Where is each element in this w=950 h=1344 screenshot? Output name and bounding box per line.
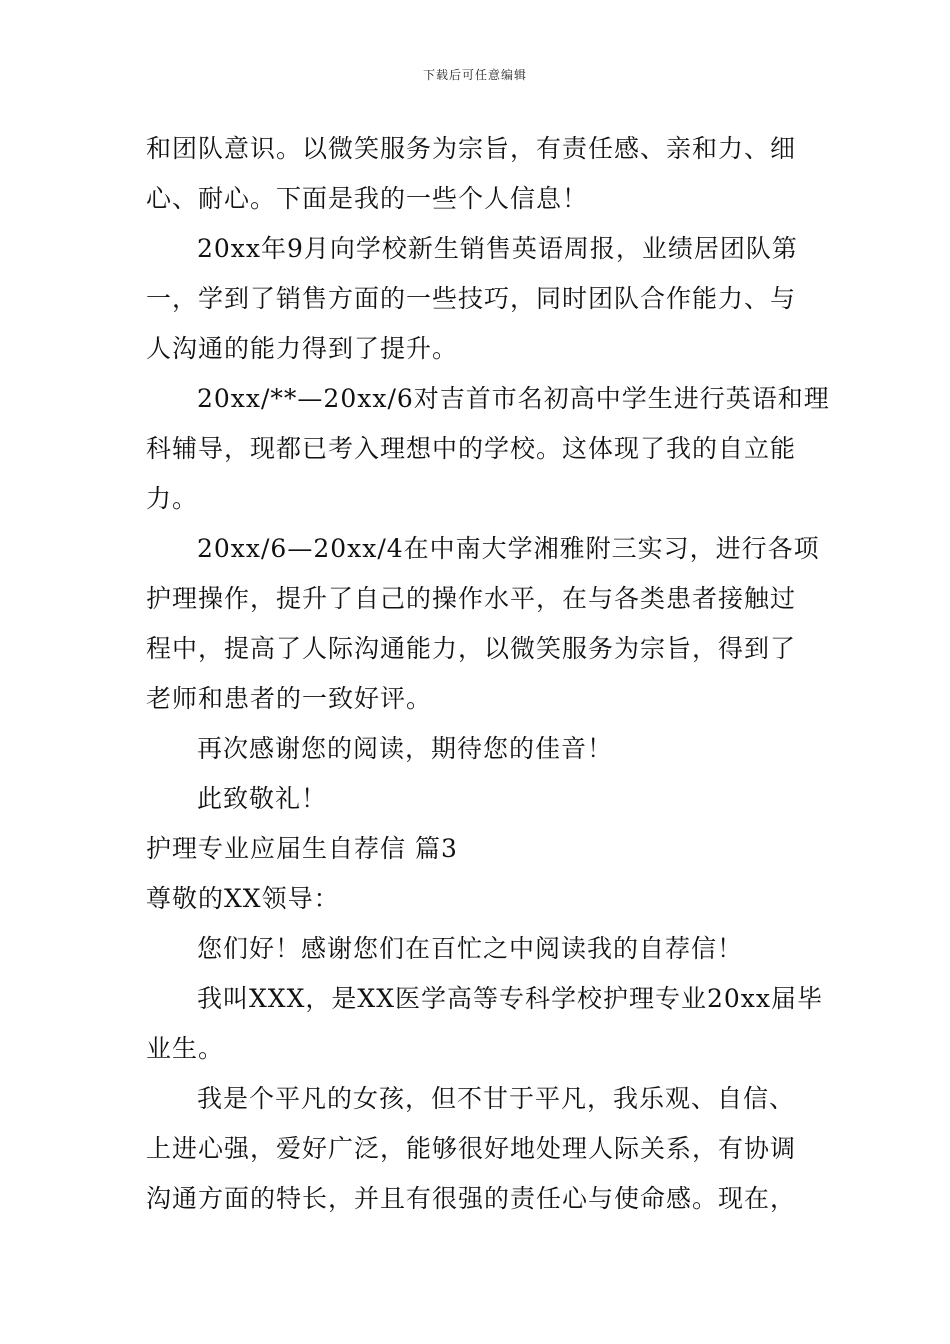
text-line: 力。 (146, 484, 199, 513)
text-line: 一，学到了销售方面的一些技巧，同时团队合作能力、与 (146, 284, 797, 313)
text-line: 护理操作，提升了自己的操作水平，在与各类患者接触过 (146, 584, 797, 613)
text-line: 人沟通的能力得到了提升。 (146, 334, 459, 363)
text-line: 上进心强，爱好广泛，能够很好地处理人际关系，有协调 (146, 1134, 797, 1163)
text-line: 业生。 (146, 1034, 225, 1063)
text-line: 20xx年9月向学校新生销售英语周报，业绩居团队第 (197, 234, 798, 263)
text-line: 我是个平凡的女孩，但不甘于平凡，我乐观、自信、 (197, 1084, 796, 1113)
text-line: 和团队意识。以微笑服务为宗旨，有责任感、亲和力、细 (146, 134, 797, 163)
salutation: 尊敬的XX领导： (146, 884, 340, 913)
text-line: 此致敬礼！ (197, 784, 328, 813)
document-body (146, 124, 830, 1224)
text-line: 我叫XXX，是XX医学高等专科学校护理专业20xx届毕 (197, 984, 824, 1013)
text-line: 科辅导，现都已考入理想中的学校。这体现了我的自立能 (146, 434, 797, 463)
text-line: 再次感谢您的阅读，期待您的佳音！ (197, 734, 614, 763)
section-title: 护理专业应届生自荐信 篇3 (146, 834, 458, 863)
text-line: 心、耐心。下面是我的一些个人信息！ (146, 184, 589, 213)
text-line: 20xx/**—20xx/6对吉首市名初高中学生进行英语和理 (197, 384, 830, 413)
text-line: 20xx/6—20xx/4在中南大学湘雅附三实习，进行各项 (197, 534, 820, 563)
text-line: 程中，提高了人际沟通能力，以微笑服务为宗旨，得到了 (146, 634, 797, 663)
text-line: 沟通方面的特长，并且有很强的责任心与使命感。现在， (146, 1184, 797, 1213)
text-line: 老师和患者的一致好评。 (146, 684, 433, 713)
page-header: 下载后可任意编辑 (422, 68, 527, 82)
text-line: 您们好！感谢您们在百忙之中阅读我的自荐信！ (197, 934, 744, 963)
